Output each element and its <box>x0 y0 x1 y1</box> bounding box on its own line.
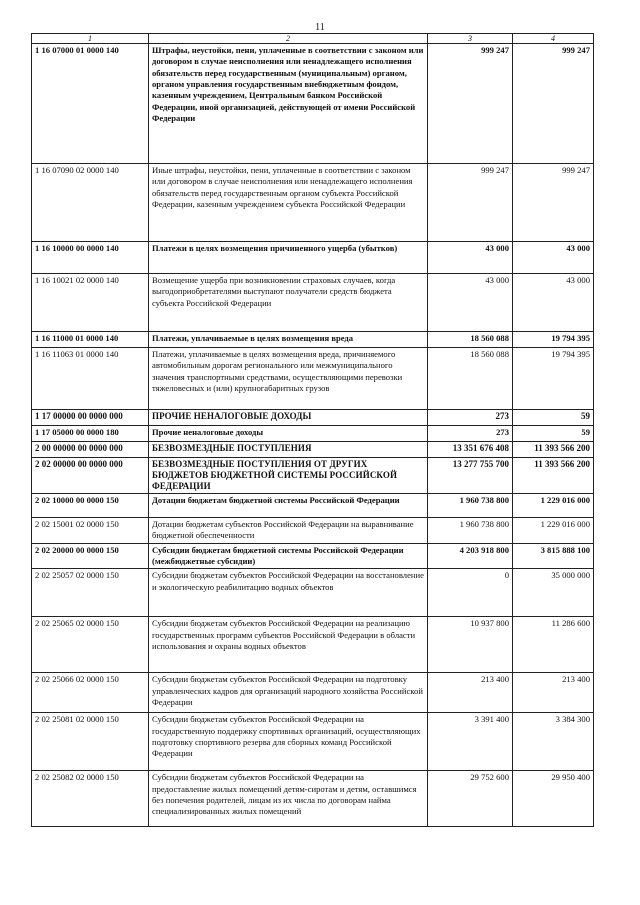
table-row <box>32 332 594 348</box>
value-cell-col3: 13 277 755 700 <box>428 458 513 494</box>
table-row <box>32 458 594 494</box>
name-cell: Субсидии бюджетам субъектов Российской Федерации на предоставление жилых помещений детям-сиротам и детям, оставшимся без попечения родителей, лицам из их числа по договорам найма специализированных жилых помещений <box>149 771 428 827</box>
code-cell: 1 16 11063 01 0000 140 <box>32 348 149 410</box>
value-cell-col4: 11 393 566 200 <box>513 442 594 458</box>
value-cell-col4: 59 <box>513 426 594 442</box>
value-cell-col4: 3 384 300 <box>513 713 594 771</box>
value-cell-col4: 19 794 395 <box>513 348 594 410</box>
code-cell: 2 02 15001 02 0000 150 <box>32 518 149 544</box>
table-row <box>32 569 594 617</box>
code-cell: 2 00 00000 00 0000 000 <box>32 442 149 458</box>
table-row <box>32 242 594 274</box>
value-cell-col3: 43 000 <box>428 274 513 332</box>
name-cell: Дотации бюджетам субъектов Российской Федерации на выравнивание бюджетной обеспеченности <box>149 518 428 544</box>
name-cell: ПРОЧИЕ НЕНАЛОГОВЫЕ ДОХОДЫ <box>149 410 428 426</box>
column-number: 1 <box>32 34 149 44</box>
name-cell: Штрафы, неустойки, пени, уплаченные в соответствии с законом или договором в случае неисполнения или ненадлежащего исполнения обязательств перед государственным (муниципальным) органом, органом управления государственным внебюджетным фондом, казенным учреждением, Центральным банком Российской Федерации, иной организацией, действующей от имени Российской Федерации <box>149 44 428 164</box>
revenue-table <box>31 33 594 827</box>
value-cell-col4: 999 247 <box>513 164 594 242</box>
value-cell-col3: 273 <box>428 410 513 426</box>
table-row <box>32 518 594 544</box>
column-number: 2 <box>149 34 428 44</box>
value-cell-col4: 1 229 016 000 <box>513 518 594 544</box>
value-cell-col4: 11 286 600 <box>513 617 594 673</box>
code-cell: 2 02 25057 02 0000 150 <box>32 569 149 617</box>
name-cell: Платежи в целях возмещения причиненного ущерба (убытков) <box>149 242 428 274</box>
value-cell-col4: 29 950 400 <box>513 771 594 827</box>
value-cell-col3: 0 <box>428 569 513 617</box>
value-cell-col4: 59 <box>513 410 594 426</box>
value-cell-col4: 19 794 395 <box>513 332 594 348</box>
name-cell: Субсидии бюджетам субъектов Российской Федерации на государственную поддержку спортивных организаций, осуществляющих подготовку спортивного резерва для сборных команд Российской Федерации <box>149 713 428 771</box>
code-cell: 1 16 10021 02 0000 140 <box>32 274 149 332</box>
code-cell: 1 16 07090 02 0000 140 <box>32 164 149 242</box>
table-row <box>32 410 594 426</box>
value-cell-col3: 13 351 676 408 <box>428 442 513 458</box>
value-cell-col4: 35 000 000 <box>513 569 594 617</box>
code-cell: 2 02 25081 02 0000 150 <box>32 713 149 771</box>
value-cell-col3: 213 400 <box>428 673 513 713</box>
value-cell-col3: 29 752 600 <box>428 771 513 827</box>
value-cell-col3: 999 247 <box>428 44 513 164</box>
code-cell: 1 16 11000 01 0000 140 <box>32 332 149 348</box>
value-cell-col3: 999 247 <box>428 164 513 242</box>
name-cell: Дотации бюджетам бюджетной системы Российской Федерации <box>149 494 428 518</box>
value-cell-col4: 1 229 016 000 <box>513 494 594 518</box>
name-cell: Субсидии бюджетам бюджетной системы Российской Федерации (межбюджетные субсидии) <box>149 543 428 569</box>
value-cell-col3: 18 560 088 <box>428 348 513 410</box>
name-cell: Прочие неналоговые доходы <box>149 426 428 442</box>
table-row <box>32 426 594 442</box>
code-cell: 1 16 10000 00 0000 140 <box>32 242 149 274</box>
table-row <box>32 713 594 771</box>
table-row <box>32 348 594 410</box>
table-row <box>32 617 594 673</box>
code-cell: 2 02 25082 02 0000 150 <box>32 771 149 827</box>
value-cell-col3: 18 560 088 <box>428 332 513 348</box>
value-cell-col3: 4 203 918 800 <box>428 543 513 569</box>
column-number: 3 <box>428 34 513 44</box>
table-row <box>32 442 594 458</box>
value-cell-col3: 3 391 400 <box>428 713 513 771</box>
name-cell: Субсидии бюджетам субъектов Российской Федерации на подготовку управленческих кадров для организаций народного хозяйства Российской Федерации <box>149 673 428 713</box>
column-number: 4 <box>513 34 594 44</box>
table-row <box>32 543 594 569</box>
name-cell: Платежи, уплачиваемые в целях возмещения вреда, причиняемого автомобильным дорогам регионального или межмуниципального значения транспортными средствами, осуществляющими перевозки тяжеловесных и (или) крупногабаритных грузов <box>149 348 428 410</box>
code-cell: 2 02 10000 00 0000 150 <box>32 494 149 518</box>
code-cell: 2 02 25065 02 0000 150 <box>32 617 149 673</box>
code-cell: 2 02 00000 00 0000 000 <box>32 458 149 494</box>
name-cell: Платежи, уплачиваемые в целях возмещения вреда <box>149 332 428 348</box>
value-cell-col3: 43 000 <box>428 242 513 274</box>
name-cell: БЕЗВОЗМЕЗДНЫЕ ПОСТУПЛЕНИЯ <box>149 442 428 458</box>
name-cell: БЕЗВОЗМЕЗДНЫЕ ПОСТУПЛЕНИЯ ОТ ДРУГИХ БЮДЖЕТОВ БЮДЖЕТНОЙ СИСТЕМЫ РОССИЙСКОЙ ФЕДЕРАЦИИ <box>149 458 428 494</box>
value-cell-col4: 999 247 <box>513 44 594 164</box>
table-row <box>32 771 594 827</box>
value-cell-col4: 213 400 <box>513 673 594 713</box>
table-row <box>32 274 594 332</box>
name-cell: Субсидии бюджетам субъектов Российской Федерации на восстановление и экологическую реабилитацию водных объектов <box>149 569 428 617</box>
code-cell: 1 17 00000 00 0000 000 <box>32 410 149 426</box>
value-cell-col4: 3 815 888 100 <box>513 543 594 569</box>
value-cell-col4: 43 000 <box>513 274 594 332</box>
name-cell: Субсидии бюджетам субъектов Российской Федерации на реализацию государственных программ субъектов Российской Федерации в области использования и охраны водных объектов <box>149 617 428 673</box>
code-cell: 1 16 07000 01 0000 140 <box>32 44 149 164</box>
value-cell-col3: 1 960 738 800 <box>428 494 513 518</box>
name-cell: Иные штрафы, неустойки, пени, уплаченные в соответствии с законом или договором в случае неисполнения или ненадлежащего исполнения обязательств перед государственным органом субъекта Российской Федерации, казенным учреждением субъекта Российской Федерации <box>149 164 428 242</box>
table-row <box>32 164 594 242</box>
code-cell: 1 17 05000 00 0000 180 <box>32 426 149 442</box>
value-cell-col4: 43 000 <box>513 242 594 274</box>
name-cell: Возмещение ущерба при возникновении страховых случаев, когда выгодоприобретателями выступают получатели средств бюджета субъекта Российской Федерации <box>149 274 428 332</box>
table-row <box>32 494 594 518</box>
column-number-row <box>32 34 594 44</box>
value-cell-col3: 1 960 738 800 <box>428 518 513 544</box>
table-row <box>32 673 594 713</box>
code-cell: 2 02 25066 02 0000 150 <box>32 673 149 713</box>
code-cell: 2 02 20000 00 0000 150 <box>32 543 149 569</box>
value-cell-col4: 11 393 566 200 <box>513 458 594 494</box>
value-cell-col3: 273 <box>428 426 513 442</box>
page-number: 11 <box>315 22 325 33</box>
table-row <box>32 44 594 164</box>
value-cell-col3: 10 937 800 <box>428 617 513 673</box>
